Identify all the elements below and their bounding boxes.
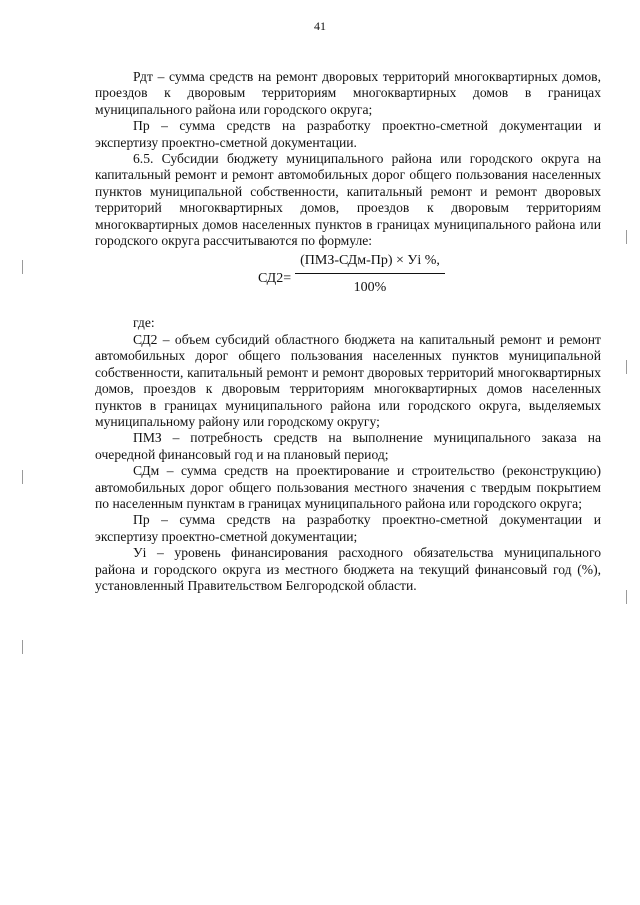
right-margin-mark — [626, 230, 627, 244]
definition-pmz: ПМЗ – потребность средств на выполнение муниципального заказа на очередной финансовый год и на плановый период; — [95, 430, 601, 462]
formula-denominator: 100% — [353, 279, 387, 295]
page-number: 41 — [314, 19, 326, 33]
right-margin-mark — [626, 360, 627, 374]
formula-fraction — [295, 253, 445, 296]
formula-lhs: СД2= — [258, 271, 292, 287]
paragraph-6-5: 6.5. Субсидии бюджету муниципального района или городского округа на капитальный ремонт и ремонт автомобильных дорог общего пользования населенных пунктов муниципальной собственности, капитальный ремонт и ремонт дворовых территорий многоквартирных домов, проездов к дворовым территориям многоквартирных домов населенных пунктов в границах муниципального района или городского округа рассчитываются по формуле: — [95, 151, 601, 249]
left-margin-mark — [22, 470, 23, 484]
definition-sd2: СД2 – объем субсидий областного бюджета на капитальный ремонт и ремонт автомобильных дорог общего пользования населенных пунктов муниципальной собственности, капитальный ремонт и ремонт дворовых территорий многоквартирных домов, проездов к дворовым территориям многоквартирных домов населенных пунктов в границах муниципального района или городского округа, выделяемых муниципальному району или городскому округу; — [95, 331, 601, 429]
formula-numerator: (ПМЗ-СДм-Пр) × Уi %, — [295, 253, 445, 273]
document-body — [95, 69, 601, 594]
left-margin-mark — [22, 260, 23, 274]
paragraph-rdt: Рдт – сумма средств на ремонт дворовых территорий многоквартирных домов, проездов к дворовым территориям многоквартирных домов в границах муниципального района или городского округа; — [95, 69, 601, 117]
formula — [95, 253, 601, 309]
definition-pr: Пр – сумма средств на разработку проектно-сметной документации и экспертизу проектно-сметной документации; — [95, 512, 601, 544]
left-margin-mark — [22, 640, 23, 654]
where-label: где: — [133, 315, 155, 331]
definition-ui: Уi – уровень финансирования расходного обязательства муниципального района и городского округа из местного бюджета на текущий финансовый год (%), установленный Правительством Белгородской области. — [95, 545, 601, 593]
paragraph-pr: Пр – сумма средств на разработку проектно-сметной документации и экспертизу проектно-сметной документации. — [95, 118, 601, 150]
definition-sdm: СДм – сумма средств на проектирование и строительство (реконструкцию) автомобильных дорог общего пользования местного значения с твердым покрытием по населенным пунктам в границах муниципального района или городского округа; — [95, 463, 601, 511]
right-margin-mark — [626, 590, 627, 604]
